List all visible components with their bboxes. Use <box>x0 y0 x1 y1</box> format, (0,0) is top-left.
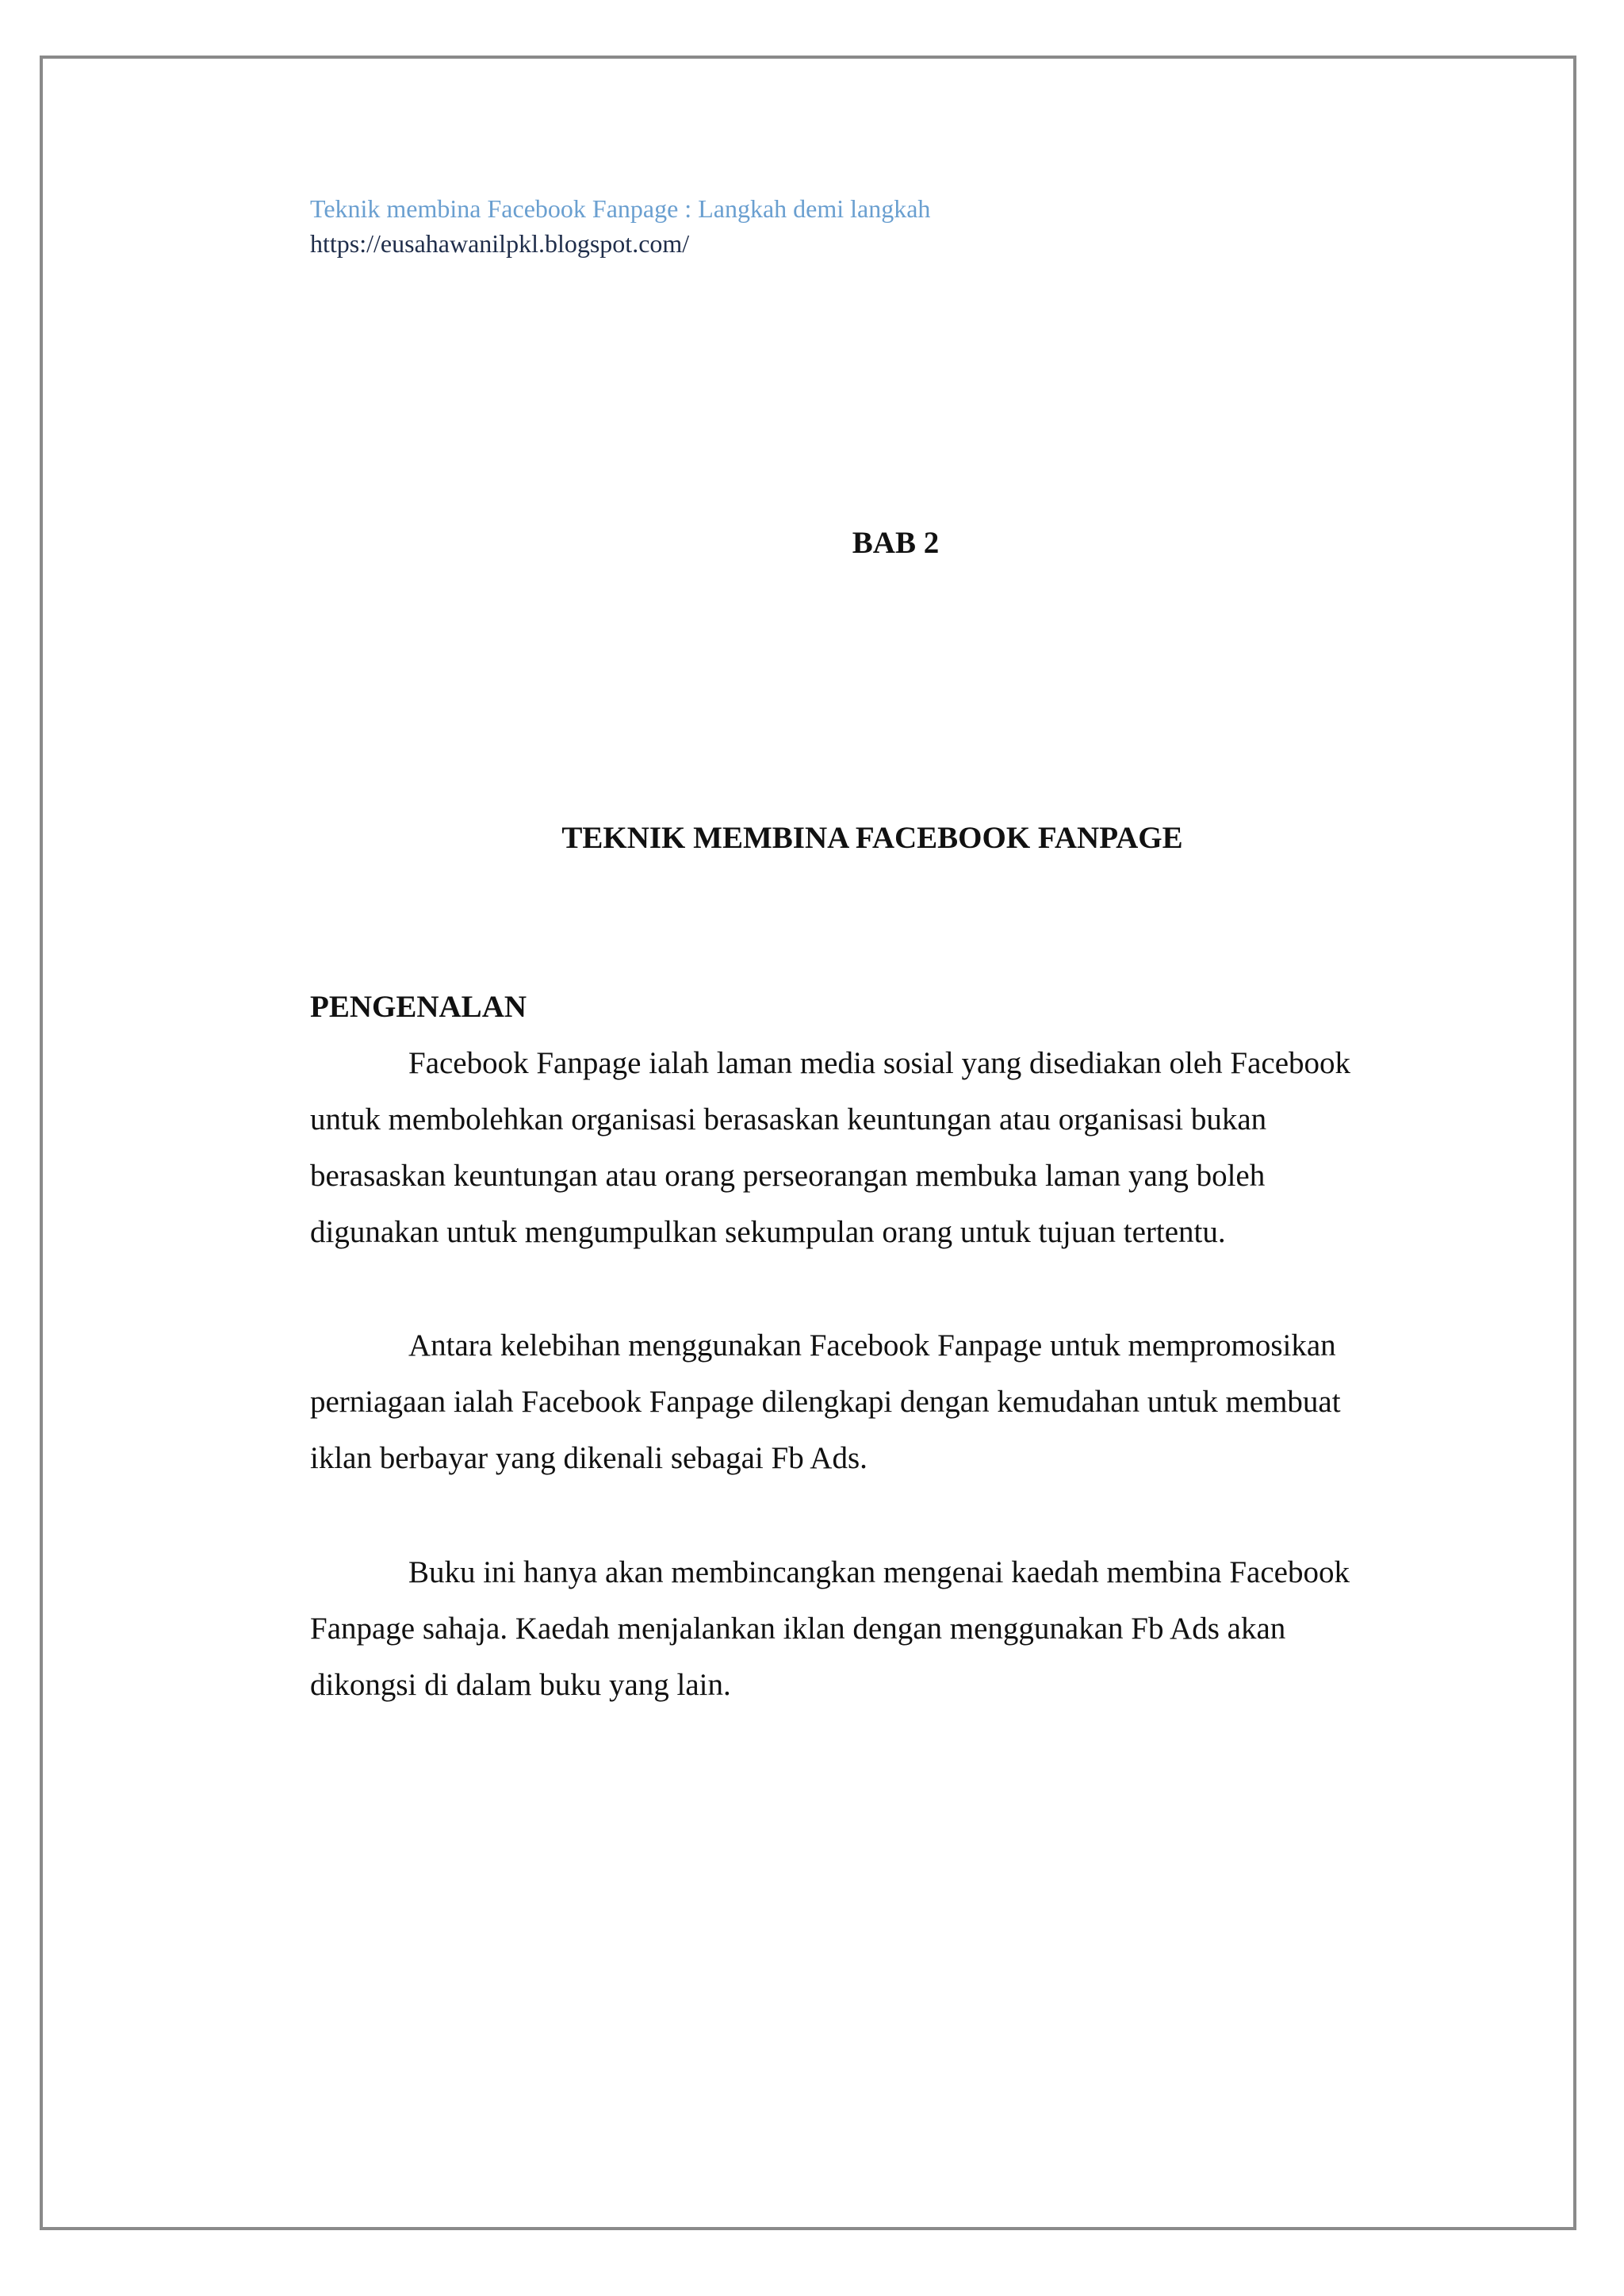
paragraph-3-line-3: dikongsi di dalam buku yang lain. <box>310 1668 731 1702</box>
page-border <box>40 56 1576 2230</box>
paragraph-3-line-1: Buku ini hanya akan membincangkan mengenai kaedah membina Facebook <box>408 1555 1350 1589</box>
paragraph-1-line-3: berasaskan keuntungan atau orang perseorangan membuka laman yang boleh <box>310 1159 1266 1193</box>
paragraph-1-line-2: untuk membolehkan organisasi berasaskan keuntungan atau organisasi bukan <box>310 1102 1267 1137</box>
chapter-label: BAB 2 <box>852 526 940 560</box>
paragraph-3-line-2: Fanpage sahaja. Kaedah menjalankan iklan dengan menggunakan Fb Ads akan <box>310 1612 1286 1646</box>
paragraph-2-line-2: perniagaan ialah Facebook Fanpage dilengkapi dengan kemudahan untuk membuat <box>310 1385 1341 1419</box>
paragraph-1-line-4: digunakan untuk mengumpulkan sekumpulan orang untuk tujuan tertentu. <box>310 1215 1226 1249</box>
paragraph-1-line-1: Facebook Fanpage ialah laman media sosial yang disediakan oleh Facebook <box>408 1046 1351 1080</box>
section-heading: PENGENALAN <box>310 990 527 1024</box>
running-header-url[interactable]: https://eusahawanilpkl.blogspot.com/ <box>310 229 690 258</box>
paragraph-2-line-3: iklan berbayar yang dikenali sebagai Fb Ads. <box>310 1441 868 1475</box>
paragraph-2-line-1: Antara kelebihan menggunakan Facebook Fanpage untuk mempromosikan <box>408 1328 1336 1363</box>
chapter-title: TEKNIK MEMBINA FACEBOOK FANPAGE <box>561 821 1183 855</box>
running-header-title: Teknik membina Facebook Fanpage : Langkah demi langkah <box>310 194 931 223</box>
